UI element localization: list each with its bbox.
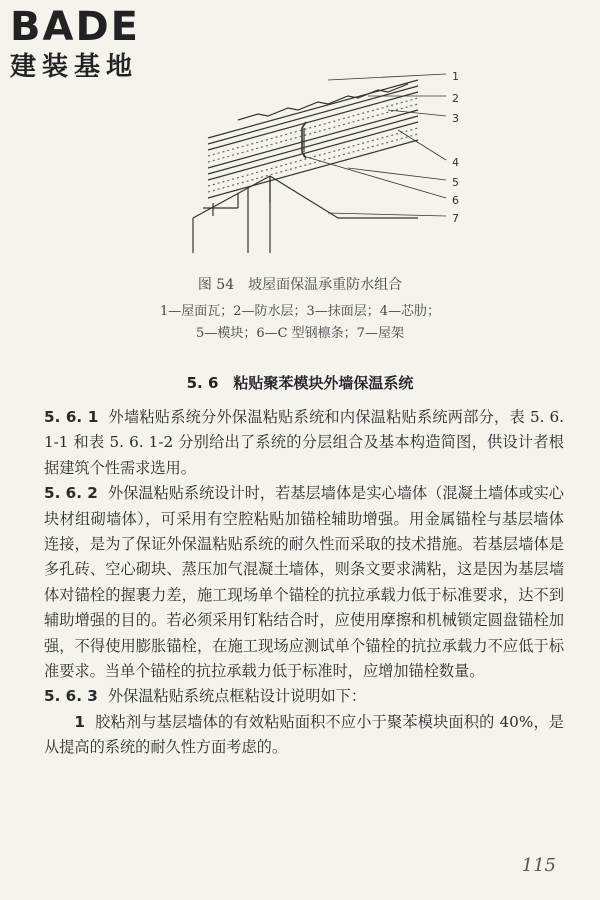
paragraph-text: 胶粘剂与基层墙体的有效粘贴面积不应小于聚苯模块面积的 40%，是从提高的系统的耐久性方面考虑的。	[44, 712, 564, 757]
item-number: 1	[74, 712, 85, 731]
paragraph-5-6-1	[44, 405, 564, 481]
callout-7: 7	[452, 212, 459, 225]
publisher-logo	[10, 4, 180, 82]
callout-1: 1	[452, 70, 459, 83]
paragraph-text: 外保温粘贴系统设计时，若基层墙体是实心墙体（混凝土墙体或实心块材组砌墙体），可采用有空腔粘贴加锚栓辅助增强。用金属锚栓与基层墙体连接，是为了保证外保温粘贴系统的耐久性而采取的技术措施。若基层墙体是多孔砖、空心砌块、蒸压加气混凝土墙体，则条文要求满粘，这是因为基层墙体对锚栓的握裹力差，施工现场单个锚栓的抗拉承载力低于标准要求，达不到辅助增强的目的。若必须采用钉粘结合时，应使用摩擦和机械锁定圆盘锚栓加强，不得使用膨胀锚栓，在施工现场应测试单个锚栓的抗拉承载力不应低于标准要求。当单个锚栓的抗拉承载力低于标准时，应增加锚栓数量。	[44, 484, 564, 681]
figure-legend-line-2: 5—模块；6—C 型钢檩条；7—屋架	[196, 326, 404, 341]
clause-number: 5. 6. 3	[44, 687, 98, 706]
paragraph-text: 外墙粘贴系统分外保温粘贴系统和内保温粘贴系统两部分，表 5. 6. 1-1 和表 5. 6. 1-2 分别给出了系统的分层组合及基本构造简图，供设计者根据建筑个性需求选用。	[44, 408, 564, 477]
figure-legend-line-1: 1—屋面瓦；2—防水层；3—抹面层；4—芯肋；	[159, 304, 441, 319]
figure-caption: 图 54 坡屋面保温承重防水组合	[197, 277, 403, 293]
paragraph-5-6-3	[44, 684, 564, 709]
paragraph-5-6-2	[44, 481, 564, 684]
body-text	[44, 405, 564, 761]
roof-section-diagram	[178, 58, 448, 263]
callout-6: 6	[452, 194, 459, 207]
page-number: 115	[521, 855, 556, 876]
callout-4: 4	[452, 156, 459, 169]
clause-number: 5. 6. 2	[44, 484, 98, 503]
callout-3: 3	[452, 112, 459, 125]
paragraph-text: 外保温粘贴系统点框粘设计说明如下：	[107, 687, 367, 706]
clause-number: 5. 6. 1	[44, 408, 99, 426]
paragraph-item-1	[44, 710, 564, 761]
logo-text: BADE	[10, 4, 140, 50]
logo-subtext: 建装基地	[10, 52, 139, 82]
callout-2: 2	[452, 92, 459, 105]
callout-5: 5	[452, 176, 459, 189]
section-heading: 5. 6 粘贴聚苯模块外墙保温系统	[186, 374, 414, 392]
